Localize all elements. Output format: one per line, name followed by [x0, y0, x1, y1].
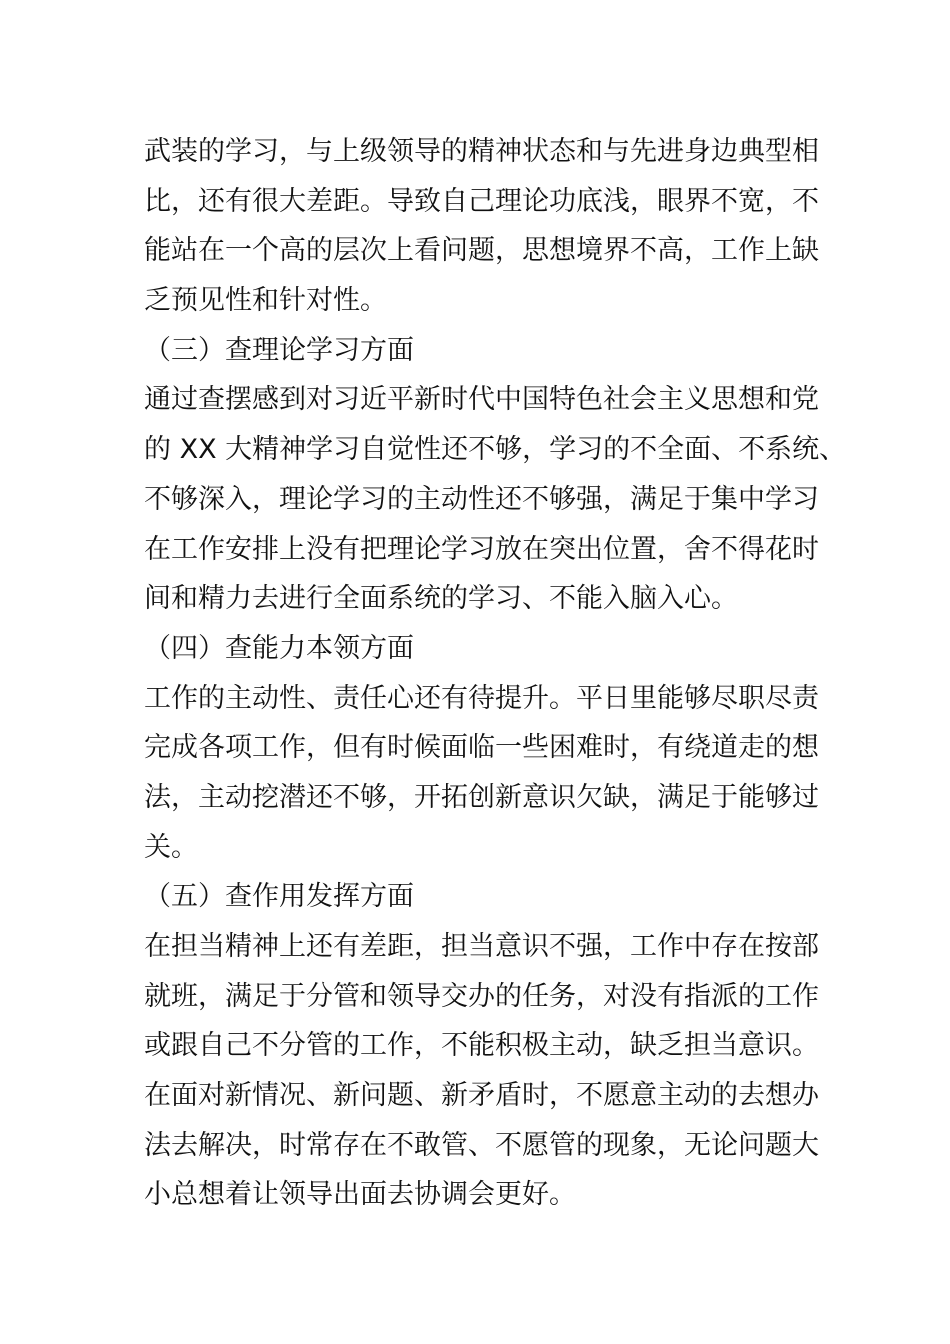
text-line: 或跟自己不分管的工作，不能积极主动，缺乏担当意识。 [144, 1030, 819, 1062]
text-line: 小总想着让领导出面去协调会更好。 [144, 1179, 576, 1211]
text-line: 间和精力去进行全面系统的学习、不能入脑入心。 [144, 583, 738, 615]
text-line: 工作的主动性、责任心还有待提升。平日里能够尽职尽责 [144, 682, 819, 714]
section-heading-4: （四）查能力本领方面 [144, 632, 414, 664]
text-line: 比，还有很大差距。导致自己理论功底浅，眼界不宽，不 [144, 185, 819, 217]
text-line: 通过查摆感到对习近平新时代中国特色社会主义思想和党 [144, 384, 819, 416]
text-line: 的 XX 大精神学习自觉性还不够，学习的不全面、不系统、 [144, 434, 847, 466]
text-line: 能站在一个高的层次上看问题，思想境界不高，工作上缺 [144, 235, 819, 267]
text-line: 法，主动挖潜还不够，开拓创新意识欠缺，满足于能够过 [144, 781, 819, 813]
text-line: 在面对新情况、新问题、新矛盾时，不愿意主动的去想办 [144, 1080, 819, 1112]
text-line: 武装的学习，与上级领导的精神状态和与先进身边典型相 [144, 136, 819, 167]
section-heading-3: （三）查理论学习方面 [144, 334, 414, 366]
text-line: 在担当精神上还有差距，担当意识不强，工作中存在按部 [144, 931, 819, 962]
text-line: 乏预见性和针对性。 [144, 285, 387, 317]
text-line: 就班，满足于分管和领导交办的任务，对没有指派的工作 [144, 980, 819, 1012]
text-line: 法去解决，时常存在不敢管、不愿管的现象，无论问题大 [144, 1129, 819, 1161]
text-line: 在工作安排上没有把理论学习放在突出位置，舍不得花时 [144, 533, 819, 565]
section-heading-5: （五）查作用发挥方面 [144, 881, 414, 913]
text-line: 关。 [144, 831, 198, 863]
text-line: 完成各项工作，但有时候面临一些困难时，有绕道走的想 [144, 732, 819, 764]
text-line: 不够深入，理论学习的主动性还不够强，满足于集中学习 [144, 483, 819, 515]
document-body [144, 127, 847, 1220]
